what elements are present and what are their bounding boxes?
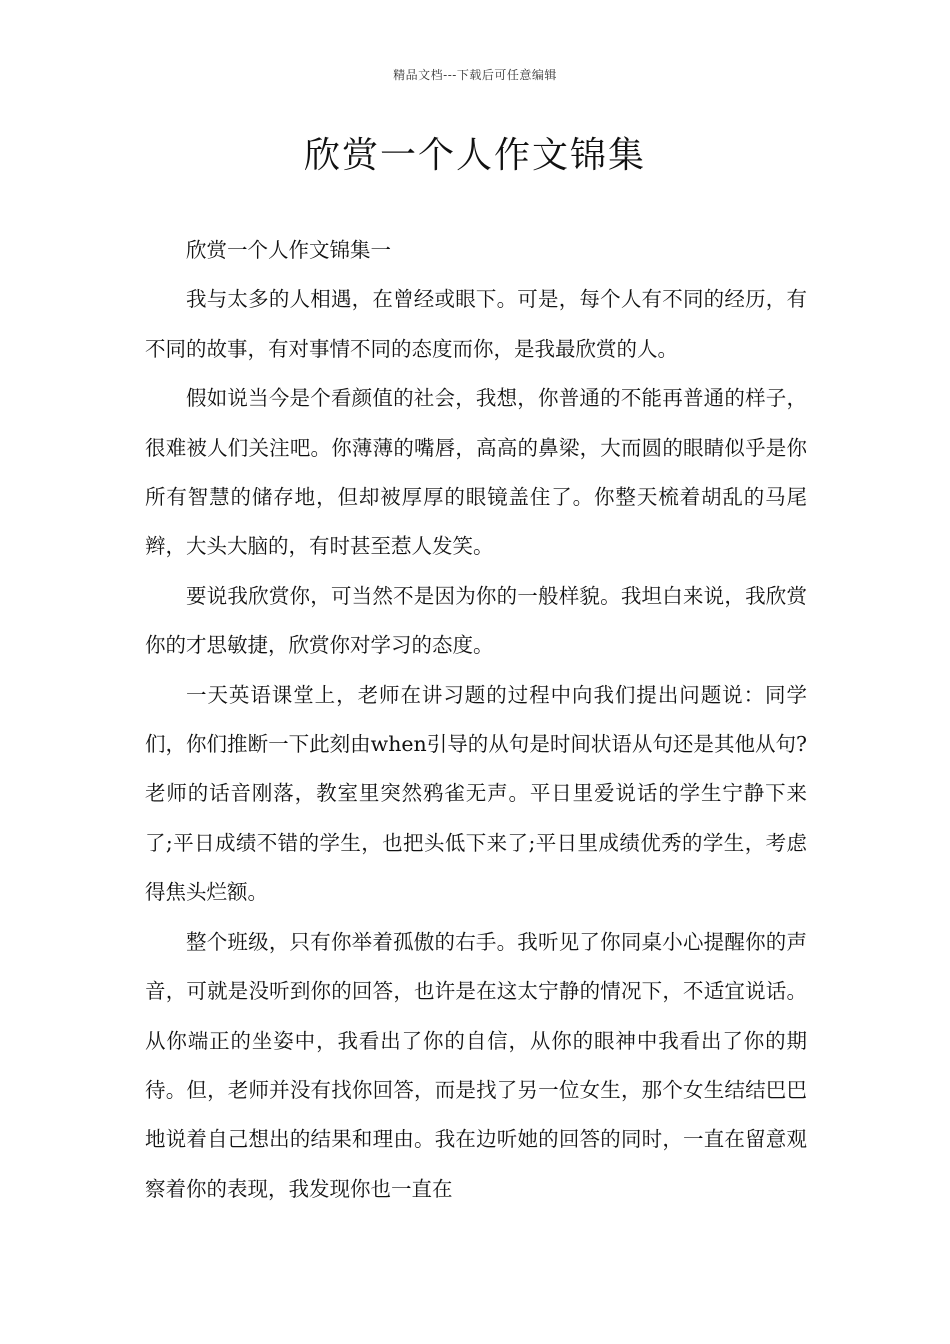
document-title: 欣赏一个人作文锦集 bbox=[303, 135, 646, 176]
paragraph-subtitle: 欣赏一个人作文锦集一 bbox=[186, 238, 391, 262]
paragraph: 假如说当今是个看颜值的社会，我想，你普通的不能再普通的样子，很难被人们关注吧。你薄薄的嘴唇，高高的鼻梁，大而圆的眼睛似乎是你所有智慧的储存地，但却被厚厚的眼镜盖住了。你整天梳着胡乱的马尾辫，大头大脑的，有时甚至惹人发笑。 bbox=[145, 386, 807, 559]
paragraph: 要说我欣赏你，可当然不是因为你的一般样貌。我坦白来说，我欣赏你的才思敏捷，欣赏你对学习的态度。 bbox=[145, 583, 807, 658]
header-note: 精品文档---下载后可任意编辑 bbox=[393, 68, 557, 82]
paragraph: 我与太多的人相遇，在曾经或眼下。可是，每个人有不同的经历，有不同的故事，有对事情不同的态度而你，是我最欣赏的人。 bbox=[145, 287, 807, 361]
paragraph: 整个班级，只有你举着孤傲的右手。我听见了你同桌小心提醒你的声音，可就是没听到你的回答，也许是在这太宁静的情况下，不适宜说话。从你端正的坐姿中，我看出了你的自信，从你的眼神中我看出了你的期待。但，老师并没有找你回答，而是找了另一位女生，那个女生结结巴巴地说着自己想出的结果和理由。我在边听她的回答的同时，一直在留意观察着你的表现，我发现你也一直在 bbox=[145, 929, 807, 1201]
paragraph: 一天英语课堂上，老师在讲习题的过程中向我们提出问题说：同学们，你们推断一下此刻由when引导的从句是时间状语从句还是其他从句?老师的话音刚落，教室里突然鸦雀无声。平日里爱说话的学生宁静下来了;平日成绩不错的学生，也把头低下来了;平日里成绩优秀的学生，考虑得焦头烂额。 bbox=[145, 682, 807, 905]
document-body bbox=[145, 226, 807, 1214]
